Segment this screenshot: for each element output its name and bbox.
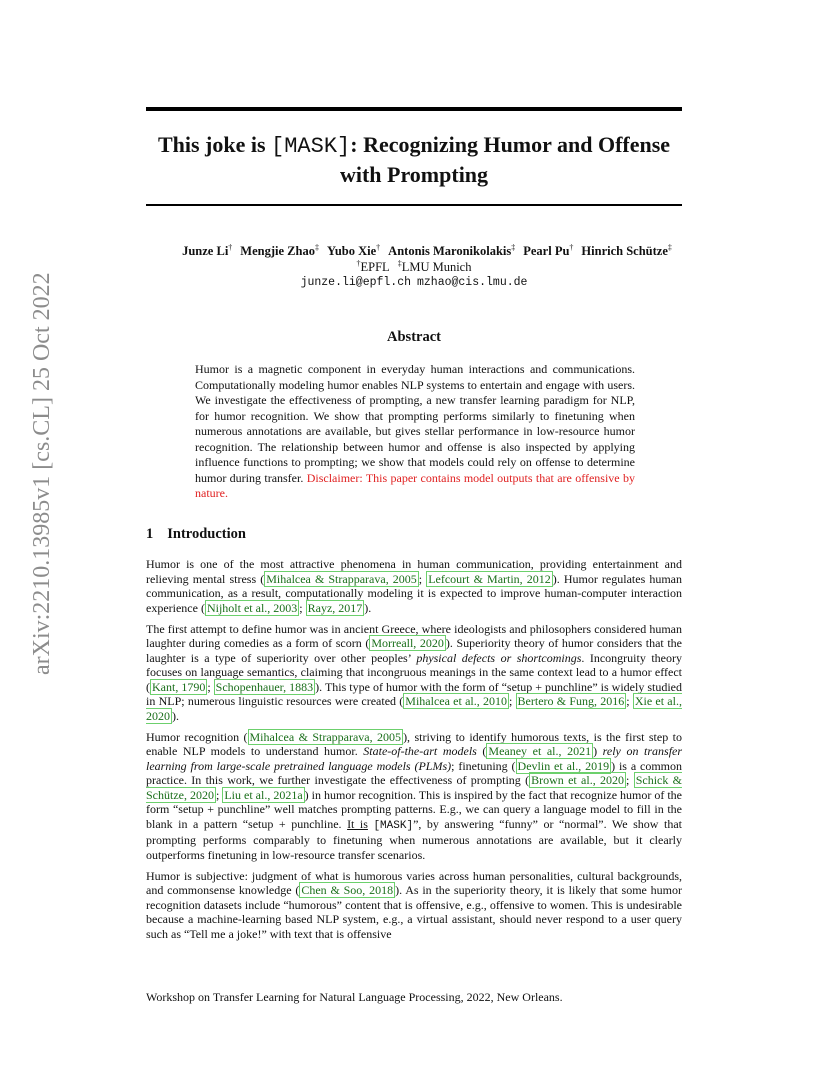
affiliation-mark: † <box>569 242 574 252</box>
section-title: Introduction <box>167 526 246 542</box>
abstract-disclaimer: Disclaimer: This paper contains model outputs that are offensive by nature. <box>195 470 635 500</box>
citation-link[interactable]: Devlin et al., 2019 <box>517 758 610 773</box>
title-rule-top <box>146 107 682 111</box>
citation-link[interactable]: Schick & Schütze, 2020 <box>146 773 682 802</box>
citation-link[interactable]: Mihalcea et al., 2010 <box>405 694 507 708</box>
citation-link[interactable]: Rayz, 2017 <box>307 600 363 615</box>
citation-link[interactable]: Nijholt et al., 2003 <box>206 600 298 615</box>
affiliation-mark: ‡ <box>397 258 402 268</box>
page-footer: Workshop on Transfer Learning for Natural Language Processing, 2022, New Orleans. <box>146 990 563 1004</box>
affiliation: ‡LMU Munich <box>397 258 472 274</box>
author-emails <box>146 275 682 291</box>
affiliation-mark: ‡ <box>314 242 319 252</box>
body-paragraph: The first attempt to define humor was in ancient Greece, where ideologists and philosophers considered human laughter during comedies as a form of scorn ( Morreall, 2020 ). Superiority theory of humor considers that the laughter is a type of superiority over other peoples’ physical defects or shortcomings. Incongruity theory focuses on language semantics, claiming that incongruous meanings in the same context lead to a humor effect ( Kant, 1790 ; Schopenhauer, 1883 ). This type of humor with the form of “setup + punchline” is widely studied in NLP; numerous linguistic resources were created ( Mihalcea et al., 2010 ; Bertero & Fung, 2016 ; Xie et al., 2020 ). <box>146 621 682 723</box>
title-line1-post: : Recognizing Humor and Offense <box>350 132 671 157</box>
affiliation-mark: ‡ <box>667 242 672 252</box>
affiliation-mark: † <box>228 242 233 252</box>
citation-link[interactable]: Schopenhauer, 1883 <box>215 679 314 694</box>
paper-title <box>146 131 682 189</box>
author-name: Antonis Maronikolakis‡ <box>388 242 516 258</box>
citation-link[interactable]: Brown et al., 2020 <box>531 773 625 787</box>
citation-link[interactable]: Meaney et al., 2021 <box>488 744 592 758</box>
section-heading <box>146 525 246 543</box>
affiliation-mark: † <box>356 258 361 268</box>
affiliation-mark: ‡ <box>511 242 516 252</box>
citation-link[interactable]: Mihalcea & Strapparava, 2005 <box>266 571 417 586</box>
emphasis-text: rely on transfer learning from large-scale pretrained language models (PLMs) <box>146 744 683 773</box>
author-name: Pearl Pu† <box>523 242 574 258</box>
arxiv-stamp <box>26 272 58 675</box>
citation-link[interactable]: Chen & Soo, 2018 <box>301 883 394 897</box>
abstract-heading: Abstract <box>387 329 441 345</box>
arxiv-identifier: arXiv:2210.13985v1 [cs.CL] 25 Oct 2022 <box>29 272 55 675</box>
body-paragraph: Humor is one of the most attractive phenomena in human communication, providing entertainment and relieving mental stress ( Mihalcea & Strapparava, 2005 ; Lefcourt & Martin, 2012 ). Humor regulates human communication, as a result, computationally modeling it is expected to improve human-computer interaction experience ( Nijholt et al., 2003 ; Rayz, 2017 ). <box>146 557 682 615</box>
citation-link[interactable]: Lefcourt & Martin, 2012 <box>428 571 551 586</box>
author-name: Hinrich Schütze‡ <box>581 242 672 258</box>
author-list <box>140 243 714 259</box>
title-line2: with Prompting <box>339 162 489 187</box>
citation-link[interactable]: Kant, 1790 <box>152 679 206 694</box>
underlined-text: It is <box>347 816 368 831</box>
emphasis-text: physical defects or shortcomings <box>416 650 582 665</box>
title-rule-bottom <box>146 204 682 206</box>
email-address[interactable]: mzhao@cis.lmu.de <box>417 276 528 289</box>
citation-link[interactable]: Mihalcea & Strapparava, 2005 <box>249 729 402 744</box>
abstract-text: Humor is a magnetic component in everyday human interactions and communications. Computationally modeling humor enables NLP systems to entertain and engage with users. We investigate the effectiveness of prompting, a new transfer learning paradigm for NLP, for humor recognition. We show that prompting performs similarly to finetuning when numerous annotations are available, but gives stellar performance in low-resource humor recognition. The relationship between humor and offense is also inspected by applying influence functions to prompting; we show that models could rely on offense to determine humor during transfer. <box>195 362 635 485</box>
abstract-body <box>195 362 635 502</box>
emphasis-text: State-of-the-art models <box>363 744 477 758</box>
affiliation-mark: † <box>376 242 381 252</box>
mask-token: [MASK] <box>373 819 414 832</box>
title-mask-token: [MASK] <box>271 134 351 159</box>
citation-link[interactable]: Xie et al., 2020 <box>146 694 682 723</box>
citation-link[interactable]: Morreall, 2020 <box>371 636 444 650</box>
citation-link[interactable]: Bertero & Fung, 2016 <box>517 694 625 708</box>
body-paragraph: Humor recognition ( Mihalcea & Strapparava, 2005 ), striving to identify humorous texts, is the first step to enable NLP models to understand humor. State-of-the-art models ( Meaney et al., 2021 ) rely on transfer learning from large-scale pretrained language models (PLMs); finetuning ( Devlin et al., 2019 ) is a common practice. In this work, we further investigate the effectiveness of prompting ( Brown et al., 2020 ; Schick & Schütze, 2020 ; Liu et al., 2021a ) in humor recognition. This is inspired by the fact that recognize humor of the form “setup + punchline” well matches prompting patterns. E.g., we can query a language model to fill in the blank in a pattern “setup + punchline. It is [MASK]”, by answering “funny” or “normal”. We show that prompting performs comparably to finetuning when numerous annotations are available, but it clearly outperforms finetuning in low-resource transfer scenarios. <box>146 729 683 862</box>
affiliations <box>146 259 682 275</box>
author-name: Mengjie Zhao‡ <box>240 242 319 258</box>
section-number: 1 <box>146 526 154 542</box>
affiliation: †EPFL <box>356 258 390 274</box>
body-paragraph: Humor is subjective: judgment of what is humorous varies across human personalities, cultural backgrounds, and commonsense knowledge ( Chen & Soo, 2018 ). As in the superiority theory, it is likely that some humor recognition datasets include “humorous” content that is offensive, e.g., offensive to women. This is undesirable because a machine-learning based NLP system, e.g., a virtual assistant, should never respond to a user query such as “Tell me a joke!” with text that is offensive <box>146 868 682 941</box>
author-name: Junze Li† <box>182 242 233 258</box>
citation-link[interactable]: Liu et al., 2021a <box>224 787 303 802</box>
author-name: Yubo Xie† <box>326 242 381 258</box>
section-body <box>146 557 682 948</box>
email-address[interactable]: junze.li@epfl.ch <box>300 276 411 289</box>
title-line1-pre: This joke is <box>157 132 272 157</box>
